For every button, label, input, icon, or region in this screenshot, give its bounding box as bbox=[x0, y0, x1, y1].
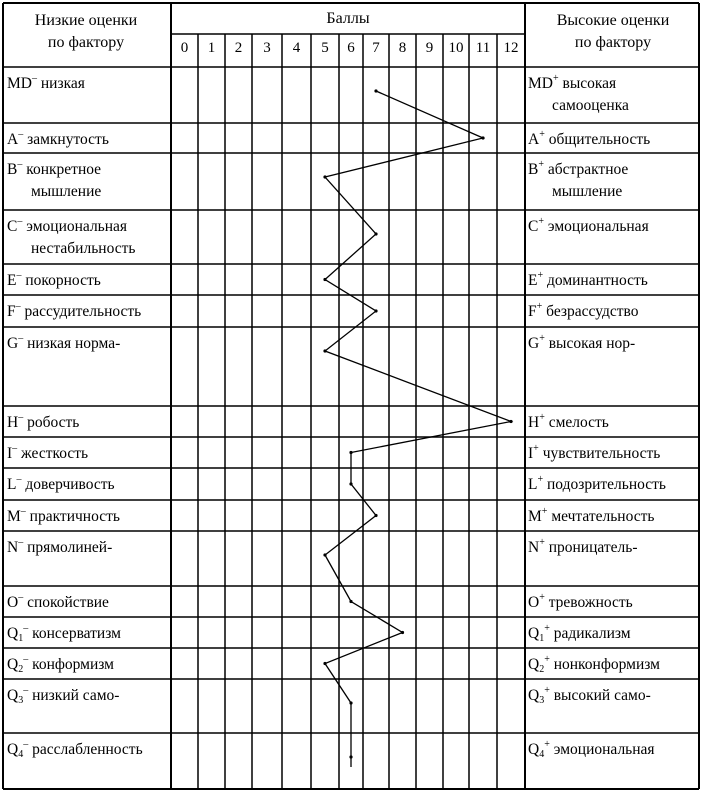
low-factor-name: $Q_2^-$ конформизм bbox=[7, 654, 114, 675]
low-factor-name: $Q_1^-$ консерватизм bbox=[7, 623, 121, 644]
high-factor-label-b bbox=[528, 159, 628, 203]
scale-label: 12 bbox=[503, 40, 519, 56]
high-factor-label-q1 bbox=[528, 623, 631, 645]
low-factor-label-q1 bbox=[7, 623, 121, 645]
low-factor-name: H– робость bbox=[7, 412, 80, 431]
low-factor-label-n bbox=[7, 537, 112, 559]
low-factor-name: N– прямолиней- bbox=[7, 537, 113, 556]
high-factor-name: I+ чувствительность bbox=[528, 443, 661, 462]
low-factor-label-h bbox=[7, 412, 79, 434]
high-factor-description: самооценка bbox=[552, 97, 629, 114]
high-factor-label-h bbox=[528, 412, 609, 434]
high-factor-label-i bbox=[528, 443, 660, 465]
low-factor-label-i bbox=[7, 443, 88, 465]
high-factor-label-q2 bbox=[528, 654, 660, 676]
low-factor-label-md bbox=[7, 73, 85, 95]
high-scores-header-line1: Высокие оценки bbox=[556, 12, 670, 29]
high-factor-name: $Q_3^+$ высокий само- bbox=[528, 685, 651, 706]
high-factor-label-n bbox=[528, 537, 638, 559]
low-factor-description: нестабильность bbox=[31, 240, 136, 257]
low-factor-label-f bbox=[7, 301, 141, 323]
low-factor-name: $Q_3^-$ низкий само- bbox=[7, 685, 120, 706]
scale-label: 11 bbox=[475, 40, 491, 56]
scale-label: 10 bbox=[448, 40, 464, 56]
low-factor-label-g bbox=[7, 333, 120, 355]
high-factor-name: M+ мечтательность bbox=[528, 506, 655, 525]
high-factor-label-a bbox=[528, 129, 650, 151]
low-factor-name: I– жесткость bbox=[7, 443, 89, 462]
high-factor-name: C+ эмоциональная bbox=[528, 216, 649, 235]
low-factor-name: B– конкретное bbox=[7, 159, 102, 178]
scale-label: 0 bbox=[180, 40, 189, 56]
low-factor-label-m bbox=[7, 506, 120, 528]
high-factor-name: B+ абстрактное bbox=[528, 159, 629, 178]
low-factor-name: E– покорность bbox=[7, 270, 101, 289]
high-factor-name: L+ подозрительность bbox=[528, 474, 666, 493]
low-factor-name: L– доверчивость bbox=[7, 474, 115, 493]
scale-label: 9 bbox=[425, 40, 434, 56]
high-factor-name: E+ доминантность bbox=[528, 270, 648, 289]
high-factor-name: G+ высокая нор- bbox=[528, 333, 636, 352]
high-factor-label-q3 bbox=[528, 685, 651, 707]
scale-label: 5 bbox=[321, 40, 329, 56]
high-factor-label-g bbox=[528, 333, 635, 355]
high-factor-name: A+ общительность bbox=[528, 129, 651, 148]
scale-label: 4 bbox=[292, 40, 301, 56]
high-factor-name: $Q_4^+$ эмоциональная bbox=[528, 739, 655, 760]
high-factor-label-c bbox=[528, 216, 649, 238]
high-factor-name: O+ тревожность bbox=[528, 592, 633, 611]
high-factor-label-e bbox=[528, 270, 648, 292]
scale-label: 6 bbox=[347, 40, 355, 56]
high-factor-label-md bbox=[528, 73, 629, 117]
high-factor-label-l bbox=[528, 474, 666, 496]
high-factor-name: $Q_2^+$ нонконформизм bbox=[528, 654, 660, 675]
scale-label: 1 bbox=[207, 40, 216, 56]
high-factor-name: F+ безрассудство bbox=[528, 301, 639, 320]
low-factor-label-a bbox=[7, 129, 109, 151]
high-factor-name: $Q_1^+$ радикализм bbox=[528, 623, 631, 644]
high-factor-label-m bbox=[528, 506, 654, 528]
low-factor-label-o bbox=[7, 592, 109, 614]
points-header: Баллы bbox=[326, 10, 370, 27]
high-factor-description: мышление bbox=[552, 183, 623, 200]
low-scores-header-line2: по фактору bbox=[47, 34, 125, 51]
low-factor-name: $Q_4^-$ расслабленность bbox=[7, 739, 143, 760]
low-factor-name: A– замкнутость bbox=[7, 129, 109, 148]
scale-label: 3 bbox=[263, 40, 271, 56]
low-factor-label-q3 bbox=[7, 685, 119, 707]
low-factor-name: C– эмоциональная bbox=[7, 216, 128, 235]
low-scores-header-line1: Низкие оценки bbox=[34, 12, 138, 29]
low-factor-label-l bbox=[7, 474, 115, 496]
high-factor-name: MD+ высокая bbox=[528, 73, 617, 92]
high-factor-label-o bbox=[528, 592, 633, 614]
low-factor-label-q2 bbox=[7, 654, 114, 676]
scale-label: 7 bbox=[372, 40, 380, 56]
high-factor-label-f bbox=[528, 301, 638, 323]
low-factor-name: M– практичность bbox=[7, 506, 120, 525]
high-factor-name: H+ смелость bbox=[528, 412, 609, 431]
high-factor-name: N+ проницатель- bbox=[528, 537, 638, 556]
scale-label: 8 bbox=[398, 40, 407, 56]
low-factor-description: мышление bbox=[31, 183, 102, 200]
low-scores-header bbox=[3, 10, 169, 54]
scale-label: 2 bbox=[234, 40, 243, 56]
low-factor-name: G– низкая норма- bbox=[7, 333, 121, 352]
low-factor-name: F– рассудительность bbox=[7, 301, 142, 320]
high-scores-header-line2: по фактору bbox=[574, 34, 652, 51]
low-factor-label-e bbox=[7, 270, 101, 292]
low-factor-label-c bbox=[7, 216, 135, 260]
high-factor-label-q4 bbox=[528, 739, 655, 761]
low-factor-label-q4 bbox=[7, 739, 143, 761]
low-factor-name: MD– низкая bbox=[7, 73, 85, 92]
low-factor-label-b bbox=[7, 159, 101, 203]
high-scores-header bbox=[527, 10, 699, 54]
low-factor-name: O– спокойствие bbox=[7, 592, 109, 611]
